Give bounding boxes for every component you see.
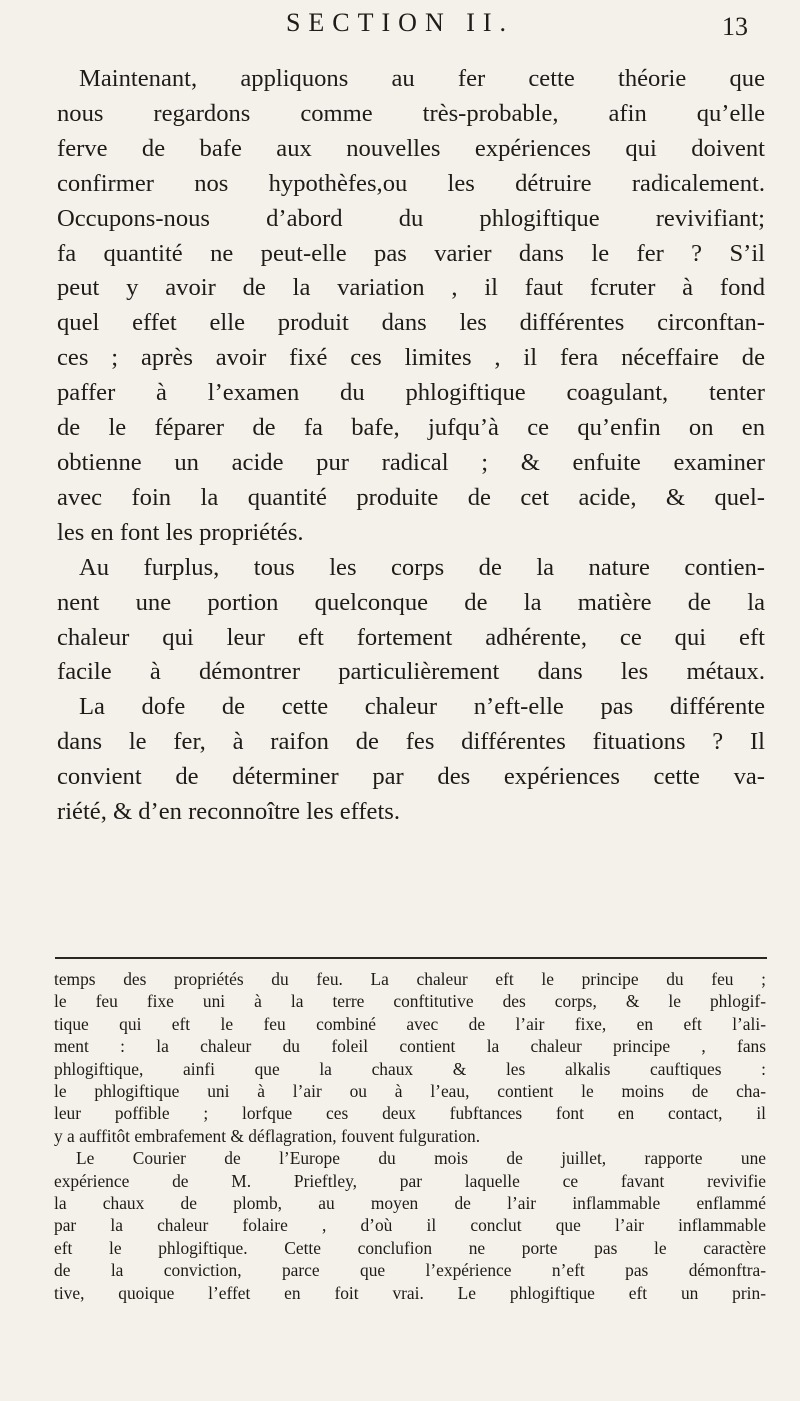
text-line: avec foin la quantité produite de cet acide, & quel- (57, 483, 765, 511)
text-line: ferve de bafe aux nouvelles expériences qui doivent (57, 134, 765, 162)
footnote-line: par la chaleur folaire , d’où il conclut que l’air inflammable (54, 1215, 766, 1236)
text-line: nous regardons comme très-probable, afin qu’elle (57, 99, 765, 127)
text-line: riété, & d’en reconnoître les effets. (57, 798, 401, 826)
main-text-block (57, 62, 765, 830)
footnote-line: de la conviction, parce que l’expérience n’eft pas démonftra- (54, 1260, 766, 1281)
text-line: Maintenant, appliquons au fer cette théorie que (79, 65, 765, 92)
running-head: SECTION II. (285, 8, 515, 37)
footnote-line: temps des propriétés du feu. La chaleur eft le principe du feu ; (54, 969, 766, 989)
footnote-line: y a auffitôt embrafement & déflagration, fouvent fulguration. (54, 1125, 481, 1146)
footnote-line: le phlogiftique uni à l’air ou à l’eau, contient le moins de cha- (54, 1081, 766, 1102)
text-line: facile à démontrer particulièrement dans les métaux. (57, 658, 765, 686)
footnote-line: phlogiftique, ainfi que la chaux & les alkalis cauftiques : (54, 1058, 766, 1079)
text-line: les en font les propriétés. (57, 518, 304, 546)
text-line: convient de déterminer par des expériences cette va- (57, 763, 765, 791)
footnote-line: leur poffible ; lorfque ces deux fubftances font en contact, il (54, 1103, 766, 1124)
text-line: quel effet elle produit dans les différentes circonftan- (57, 309, 765, 337)
text-line: paffer à l’examen du phlogiftique coagulant, tenter (57, 379, 765, 407)
footnote-line: la chaux de plomb, au moyen de l’air inflammable enflammé (54, 1193, 766, 1214)
footnote-line: le feu fixe uni à la terre conftitutive des corps, & le phlogif- (54, 991, 766, 1012)
page-number: 13 (722, 12, 748, 41)
text-line: fa quantité ne peut-elle pas varier dans le fer ? S’il (57, 239, 765, 267)
text-line: obtienne un acide pur radical ; & enfuite examiner (57, 448, 765, 476)
footnote-separator-rule (55, 957, 767, 959)
text-line: chaleur qui leur eft fortement adhérente, ce qui eft (57, 623, 765, 651)
footnote-line: Le Courier de l’Europe du mois de juillet, rapporte une (76, 1148, 766, 1169)
text-line: dans le fer, à raifon de fes différentes fituations ? Il (57, 728, 765, 756)
text-line: peut y avoir de la variation , il faut fcruter à fond (57, 274, 765, 302)
footnote-line: eft le phlogiftique. Cette conclufion ne porte pas le caractère (54, 1237, 766, 1258)
footnote-block (54, 968, 766, 1304)
text-line: confirmer nos hypothèfes,ou les détruire radicalement. (57, 169, 765, 197)
footnote-line: expérience de M. Prieftley, par laquelle ce favant revivifie (54, 1170, 766, 1191)
text-line: Au furplus, tous les corps de la nature contien- (79, 553, 765, 581)
text-line: de le féparer de fa bafe, jufqu’à ce qu’enfin on en (57, 414, 765, 442)
text-line: Occupons-nous d’abord du phlogiftique revivifiant; (57, 204, 765, 232)
text-line: nent une portion quelconque de la matière de la (57, 588, 765, 616)
text-line: ces ; après avoir fixé ces limites , il fera néceffaire de (57, 344, 765, 372)
footnote-line: tive, quoique l’effet en foit vrai. Le phlogiftique eft un prin- (54, 1282, 766, 1303)
text-line: La dofe de cette chaleur n’eft-elle pas différente (79, 693, 765, 721)
footnote-line: ment : la chaleur du foleil contient la chaleur principe , fans (54, 1036, 766, 1057)
footnote-line: tique qui eft le feu combiné avec de l’air fixe, en eft l’ali- (54, 1013, 766, 1034)
